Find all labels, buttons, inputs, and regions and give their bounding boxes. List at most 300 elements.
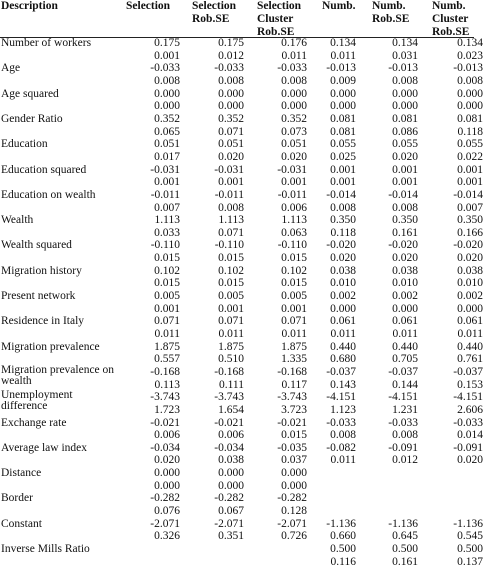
- variable-label: Wealth: [1, 214, 34, 227]
- table-cell: 0.000: [281, 87, 307, 100]
- table-cell: 0.161: [392, 555, 418, 568]
- table-cell: 0.020: [330, 252, 356, 265]
- table-cell: -0.011: [214, 188, 244, 201]
- table-cell: -0.021: [214, 416, 244, 429]
- column-header-line: Selection: [257, 0, 302, 12]
- table-cell: 0.011: [218, 327, 244, 340]
- column-header-line: Selection: [126, 0, 171, 12]
- table-cell: 0.118: [457, 125, 483, 138]
- table-cell: 0.001: [330, 163, 356, 176]
- table-cell: 0.143: [330, 378, 356, 391]
- table-cell: 0.680: [330, 353, 356, 366]
- table-cell: -0.013: [388, 62, 418, 75]
- coefficient-row: [0, 467, 474, 480]
- table-cell: 0.001: [218, 302, 244, 315]
- table-cell: -4.151: [388, 391, 418, 404]
- table-cell: 0.006: [154, 429, 180, 442]
- coefficient-row: [0, 492, 474, 505]
- table-cell: 0.000: [392, 100, 418, 113]
- table-cell: 0.134: [457, 37, 483, 49]
- variable-label: Constant: [1, 517, 42, 530]
- table-cell: 0.001: [218, 176, 244, 189]
- table-cell: 0.118: [330, 226, 356, 239]
- table-cell: 0.144: [392, 378, 418, 391]
- table-cell: 0.020: [392, 252, 418, 265]
- table-cell: 0.134: [330, 37, 356, 49]
- table-cell: 1.113: [218, 214, 244, 227]
- table-cell: -0.014: [453, 188, 483, 201]
- std-error-row: [0, 530, 483, 543]
- table-cell: 0.001: [392, 176, 418, 189]
- table-cell: 0.008: [218, 75, 244, 87]
- variable-label: Migration history: [1, 264, 82, 277]
- column-header: [126, 0, 170, 13]
- column-header-line: Selection: [192, 0, 237, 12]
- table-cell: -0.110: [150, 239, 180, 252]
- table-cell: 0.008: [218, 201, 244, 214]
- table-cell: 0.015: [218, 252, 244, 265]
- variable-label: Wealth squared: [1, 239, 72, 252]
- column-header: [372, 0, 409, 26]
- table-cell: 0.175: [154, 37, 180, 49]
- coefficient-row: [0, 543, 483, 556]
- table-cell: 0.081: [330, 125, 356, 138]
- table-cell: 0.012: [218, 49, 244, 62]
- std-error-row: [0, 454, 483, 467]
- table-cell: 2.606: [457, 403, 483, 416]
- std-error-row: [0, 176, 483, 189]
- table-cell: 1.113: [154, 214, 180, 227]
- table-cell: 0.038: [218, 454, 244, 467]
- table-cell: 0.011: [281, 49, 307, 62]
- table-cell: 0.153: [457, 378, 483, 391]
- table-cell: -0.091: [388, 441, 418, 454]
- table-cell: -1.136: [388, 517, 418, 530]
- table-cell: -0.031: [150, 163, 180, 176]
- variable-label: Exchange rate: [1, 416, 67, 429]
- table-cell: 0.071: [281, 315, 307, 328]
- table-cell: -0.013: [453, 62, 483, 75]
- table-cell: 0.008: [392, 75, 418, 87]
- table-cell: 0.001: [457, 163, 483, 176]
- table-cell: 0.065: [154, 125, 180, 138]
- table-cell: 0.006: [281, 201, 307, 214]
- table-cell: 1.335: [281, 353, 307, 366]
- coefficient-row: [0, 290, 483, 303]
- table-cell: 0.011: [330, 454, 356, 467]
- table-cell: -0.168: [277, 365, 307, 378]
- coefficient-row: [0, 340, 483, 354]
- table-cell: 1.875: [281, 340, 307, 353]
- table-cell: 0.000: [218, 479, 244, 492]
- coefficient-row: [0, 37, 483, 50]
- table-cell: -0.021: [277, 416, 307, 429]
- table-cell: 0.000: [218, 100, 244, 113]
- table-cell: -2.071: [214, 517, 244, 530]
- table-cell: -0.168: [214, 365, 244, 378]
- table-cell: 0.015: [281, 277, 307, 290]
- table-cell: 0.166: [457, 226, 483, 239]
- std-error-row: [0, 277, 483, 290]
- column-header: [257, 0, 301, 39]
- table-cell: 0.134: [392, 37, 418, 49]
- column-header-line: Rob.SE: [432, 26, 470, 38]
- table-cell: 0.023: [457, 49, 483, 62]
- std-error-row: [0, 100, 483, 113]
- std-error-row: [0, 75, 483, 88]
- coefficient-row: [0, 264, 483, 278]
- table-cell: 0.545: [457, 530, 483, 543]
- table-cell: 0.176: [281, 37, 307, 49]
- table-cell: 0.081: [392, 112, 418, 125]
- column-header-line: Cluster: [432, 13, 469, 25]
- table-cell: 1.875: [218, 340, 244, 353]
- table-cell: 3.723: [281, 403, 307, 416]
- table-cell: 0.011: [330, 49, 356, 62]
- variable-label: Present network: [1, 290, 76, 302]
- column-header: [322, 0, 356, 13]
- table-cell: 0.113: [154, 378, 180, 391]
- table-cell: 0.020: [281, 150, 307, 163]
- table-cell: 0.012: [392, 454, 418, 467]
- table-cell: 0.014: [457, 429, 483, 442]
- table-cell: 1.231: [392, 403, 418, 416]
- table-cell: 0.000: [392, 87, 418, 100]
- table-cell: 0.000: [330, 100, 356, 113]
- table-cell: 0.015: [281, 252, 307, 265]
- table-cell: 0.038: [330, 264, 356, 277]
- table-cell: 0.557: [154, 353, 180, 366]
- table-cell: 0.022: [457, 150, 483, 163]
- table-cell: -2.071: [150, 517, 180, 530]
- table-cell: 0.010: [330, 277, 356, 290]
- table-cell: 0.008: [392, 201, 418, 214]
- column-header: [432, 0, 469, 39]
- table-cell: 0.031: [392, 49, 418, 62]
- table-cell: 0.001: [330, 176, 356, 189]
- table-cell: -0.034: [150, 441, 180, 454]
- table-cell: 0.000: [154, 479, 180, 492]
- table-cell: 0.008: [392, 429, 418, 442]
- table-cell: -0.110: [214, 239, 244, 252]
- table-cell: 0.351: [218, 530, 244, 543]
- table-cell: 0.011: [281, 327, 307, 340]
- column-header: [1, 0, 58, 13]
- table-cell: 0.073: [281, 125, 307, 138]
- table-cell: -0.020: [388, 239, 418, 252]
- table-cell: 0.350: [330, 214, 356, 227]
- table-cell: -0.014: [326, 188, 356, 201]
- std-error-row: [0, 226, 483, 240]
- column-header-line: Numb.: [432, 0, 466, 12]
- table-cell: 0.001: [457, 176, 483, 189]
- table-cell: -4.151: [453, 391, 483, 404]
- table-cell: 0.086: [392, 125, 418, 138]
- table-cell: 0.037: [281, 454, 307, 467]
- table-cell: 0.025: [330, 150, 356, 163]
- table-cell: -0.031: [277, 163, 307, 176]
- table-cell: -0.033: [150, 62, 180, 75]
- table-cell: 0.000: [281, 479, 307, 492]
- variable-label: Education squared: [1, 163, 87, 176]
- coefficient-row: [0, 315, 483, 328]
- table-cell: 0.061: [330, 315, 356, 328]
- coefficient-row: [0, 62, 483, 75]
- table-cell: 0.326: [154, 530, 180, 543]
- table-cell: 0.020: [154, 454, 180, 467]
- table-cell: 0.002: [330, 290, 356, 302]
- variable-label: Average law index: [1, 441, 87, 454]
- table-cell: 0.645: [392, 530, 418, 543]
- std-error-row: [0, 480, 474, 493]
- table-cell: -4.151: [326, 391, 356, 404]
- table-cell: 0.081: [330, 112, 356, 125]
- table-cell: 0.001: [154, 302, 180, 315]
- table-cell: 0.102: [281, 264, 307, 277]
- table-cell: 0.660: [330, 530, 356, 543]
- table-cell: -0.037: [453, 365, 483, 378]
- table-cell: 0.102: [154, 264, 180, 277]
- table-cell: 0.020: [457, 454, 483, 467]
- table-cell: 0.350: [457, 214, 483, 227]
- table-cell: -0.282: [214, 492, 244, 505]
- coefficient-row: [0, 112, 483, 126]
- variable-label: Age squared: [1, 87, 59, 100]
- table-cell: -0.035: [277, 441, 307, 454]
- variable-label: Distance: [1, 467, 42, 480]
- table-cell: 0.005: [218, 290, 244, 302]
- column-header-line: Rob.SE: [372, 13, 410, 25]
- table-cell: 0.038: [392, 264, 418, 277]
- table-cell: 0.500: [330, 543, 356, 555]
- table-cell: 0.055: [392, 138, 418, 151]
- table-cell: 0.137: [457, 555, 483, 568]
- table-cell: 0.001: [281, 302, 307, 315]
- variable-label: Migration prevalence on wealth: [1, 363, 115, 387]
- column-header-line: Numb.: [322, 0, 356, 12]
- coefficient-row: [0, 188, 483, 202]
- table-cell: 0.352: [154, 112, 180, 125]
- table-cell: 0.001: [281, 176, 307, 189]
- table-cell: 0.000: [330, 302, 356, 315]
- column-header-line: Rob.SE: [257, 26, 295, 38]
- table-cell: 0.000: [218, 467, 244, 480]
- table-cell: 0.071: [218, 125, 244, 138]
- table-cell: 0.705: [392, 353, 418, 366]
- table-cell: 1.723: [154, 403, 180, 416]
- table-cell: 1.654: [218, 403, 244, 416]
- table-cell: 0.015: [154, 252, 180, 265]
- table-cell: -0.168: [150, 365, 180, 378]
- table-cell: 1.875: [154, 340, 180, 353]
- table-cell: 0.051: [281, 138, 307, 151]
- table-cell: 0.500: [457, 543, 483, 555]
- table-cell: 0.000: [154, 100, 180, 113]
- std-error-row: [0, 555, 483, 569]
- table-cell: 0.002: [457, 290, 483, 302]
- table-cell: -0.034: [214, 441, 244, 454]
- table-cell: 0.071: [218, 226, 244, 239]
- table-cell: 0.071: [218, 315, 244, 328]
- table-cell: 0.051: [218, 138, 244, 151]
- table-cell: -1.136: [326, 517, 356, 530]
- table-cell: 0.352: [281, 112, 307, 125]
- variable-label: Migration prevalence: [1, 340, 100, 353]
- std-error-row: [0, 403, 483, 417]
- table-cell: 0.510: [218, 353, 244, 366]
- coefficient-row: [0, 517, 483, 531]
- table-cell: 0.067: [218, 505, 244, 518]
- coefficient-row: [0, 163, 483, 177]
- variable-label: Education on wealth: [1, 188, 96, 201]
- table-cell: 0.006: [218, 429, 244, 442]
- std-error-row: [0, 505, 474, 518]
- table-cell: 0.020: [218, 150, 244, 163]
- coefficient-row: [0, 239, 483, 252]
- table-cell: 0.008: [330, 429, 356, 442]
- table-cell: 0.000: [154, 87, 180, 100]
- coefficient-row: [0, 441, 483, 455]
- table-cell: 0.015: [281, 429, 307, 442]
- coefficient-row: [0, 416, 483, 430]
- table-cell: 0.352: [218, 112, 244, 125]
- table-cell: 0.017: [154, 150, 180, 163]
- table-cell: -0.033: [277, 62, 307, 75]
- table-cell: 0.038: [457, 264, 483, 277]
- table-cell: 0.000: [154, 467, 180, 480]
- table-cell: -0.037: [326, 365, 356, 378]
- std-error-row: [0, 302, 483, 316]
- variable-label: Age: [1, 62, 21, 75]
- table-cell: 0.440: [392, 340, 418, 353]
- table-cell: -0.033: [326, 416, 356, 429]
- variable-label: Unemployment difference: [1, 389, 73, 413]
- table-cell: 0.440: [457, 340, 483, 353]
- table-cell: -0.037: [388, 365, 418, 378]
- table-cell: -2.071: [277, 517, 307, 530]
- table-cell: -0.021: [150, 416, 180, 429]
- table-cell: 0.000: [457, 87, 483, 100]
- table-cell: 0.011: [154, 327, 180, 340]
- table-cell: 0.128: [281, 505, 307, 518]
- std-error-row: [0, 49, 483, 63]
- variable-label: Gender Ratio: [1, 112, 63, 125]
- table-cell: 0.011: [330, 327, 356, 340]
- column-header-line: Rob.SE: [192, 13, 230, 25]
- table-cell: 0.000: [281, 467, 307, 480]
- table-cell: 0.010: [392, 277, 418, 290]
- std-error-row: [0, 252, 483, 265]
- table-cell: 0.001: [154, 176, 180, 189]
- table-cell: 0.007: [154, 201, 180, 214]
- table-cell: 0.000: [330, 87, 356, 100]
- table-cell: 0.117: [281, 378, 307, 391]
- table-cell: 0.000: [457, 100, 483, 113]
- table-cell: 0.761: [457, 353, 483, 366]
- table-cell: 0.500: [392, 543, 418, 555]
- table-cell: -3.743: [214, 391, 244, 404]
- table-cell: 0.001: [154, 49, 180, 62]
- column-header-line: Numb.: [372, 0, 406, 12]
- table-cell: 0.081: [457, 112, 483, 125]
- table-cell: -0.013: [326, 62, 356, 75]
- table-cell: 0.055: [330, 138, 356, 151]
- table-cell: 0.000: [457, 302, 483, 315]
- table-cell: -0.033: [214, 62, 244, 75]
- table-cell: 1.123: [330, 403, 356, 416]
- table-cell: 0.002: [392, 290, 418, 302]
- table-cell: 0.000: [392, 302, 418, 315]
- table-cell: 0.055: [457, 138, 483, 151]
- table-cell: -0.033: [388, 416, 418, 429]
- table-cell: 0.008: [330, 201, 356, 214]
- table-cell: 0.061: [457, 315, 483, 328]
- variable-label: Residence in Italy: [1, 315, 85, 328]
- table-cell: -0.011: [277, 188, 307, 201]
- table-cell: 0.011: [457, 327, 483, 340]
- table-cell: 0.011: [392, 327, 418, 340]
- table-cell: -3.743: [277, 391, 307, 404]
- coefficient-row: [0, 214, 483, 227]
- table-cell: -1.136: [453, 517, 483, 530]
- table-cell: 0.010: [457, 277, 483, 290]
- table-cell: 0.009: [330, 75, 356, 87]
- table-cell: 0.161: [392, 226, 418, 239]
- table-cell: 0.076: [154, 505, 180, 518]
- table-cell: -0.082: [326, 441, 356, 454]
- table-cell: 0.000: [218, 87, 244, 100]
- table-cell: 0.020: [392, 150, 418, 163]
- table-cell: -0.020: [326, 239, 356, 252]
- variable-label: Inverse Mills Ratio: [1, 543, 90, 555]
- column-header: [192, 0, 236, 26]
- column-header-line: Cluster: [257, 13, 294, 25]
- variable-label: Border: [1, 492, 33, 505]
- table-cell: 0.007: [457, 201, 483, 214]
- table-cell: 0.033: [154, 226, 180, 239]
- table-cell: -0.110: [277, 239, 307, 252]
- table-cell: -0.014: [388, 188, 418, 201]
- table-cell: 0.008: [154, 75, 180, 87]
- table-cell: -0.031: [214, 163, 244, 176]
- table-cell: -0.011: [150, 188, 180, 201]
- table-cell: -0.282: [150, 492, 180, 505]
- table-cell: 0.005: [281, 290, 307, 302]
- column-header-line: Description: [1, 0, 58, 12]
- table-cell: 0.061: [392, 315, 418, 328]
- table-cell: 0.001: [392, 163, 418, 176]
- table-cell: 0.015: [218, 277, 244, 290]
- table-cell: 0.175: [218, 37, 244, 49]
- table-cell: 0.111: [218, 378, 244, 391]
- table-cell: 0.005: [154, 290, 180, 302]
- table-cell: -0.033: [453, 416, 483, 429]
- table-cell: -0.091: [453, 441, 483, 454]
- table-cell: 1.113: [281, 214, 307, 227]
- table-cell: 0.726: [281, 530, 307, 543]
- table-cell: 0.116: [330, 555, 356, 568]
- table-cell: 0.000: [281, 100, 307, 113]
- variable-label: Education: [1, 138, 48, 151]
- std-error-row: [0, 429, 483, 442]
- std-error-row: [0, 150, 483, 164]
- table-cell: 0.020: [457, 252, 483, 265]
- table-cell: 0.440: [330, 340, 356, 353]
- table-cell: 0.015: [154, 277, 180, 290]
- table-cell: 0.008: [281, 75, 307, 87]
- table-cell: -3.743: [150, 391, 180, 404]
- coefficient-row: [0, 87, 483, 101]
